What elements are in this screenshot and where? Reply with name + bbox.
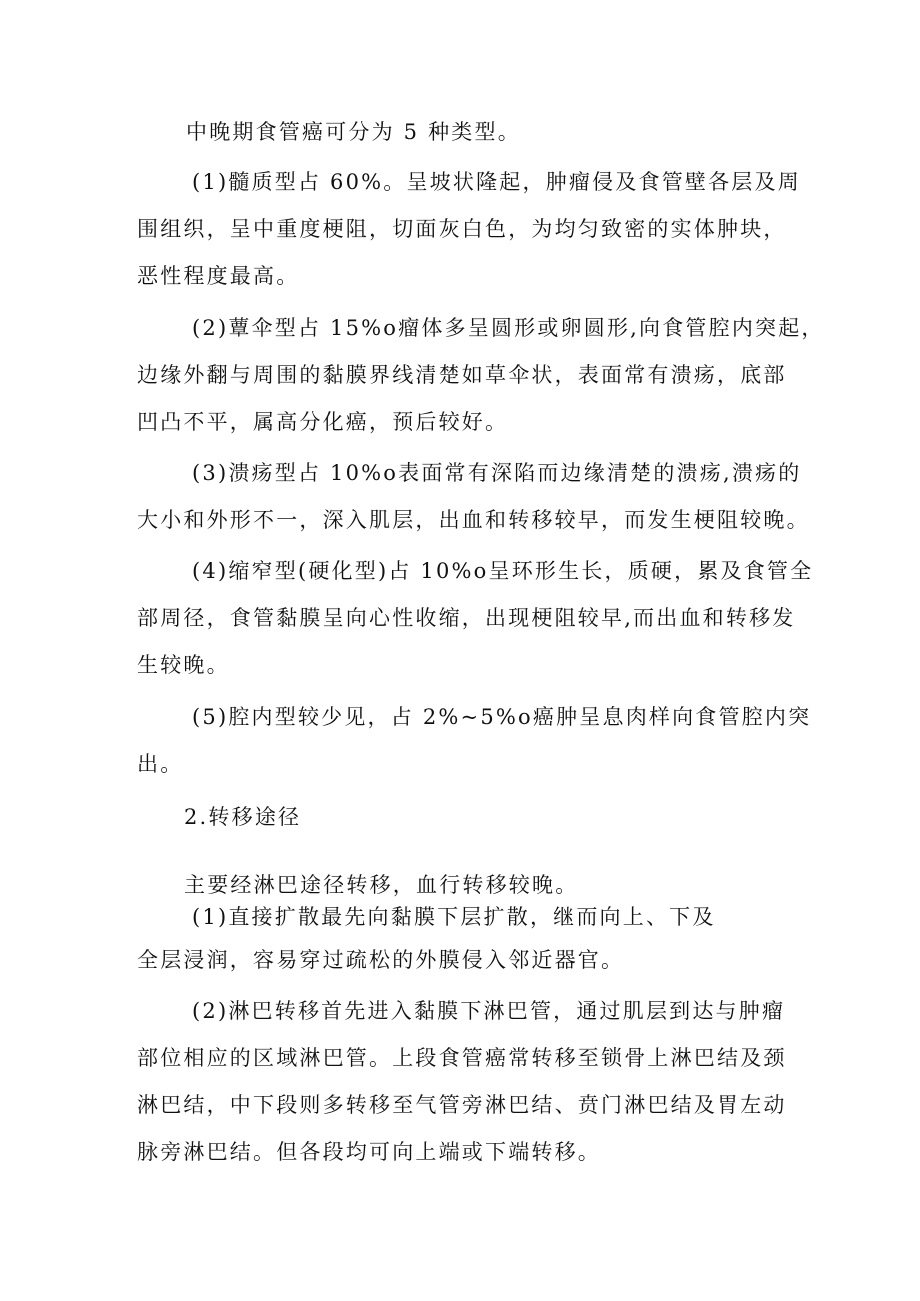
type3-line: 大小和外形不一，深入肌层，出血和转移较早，而发生梗阻较晚。: [137, 508, 810, 532]
metastasis-intro: 主要经淋巴途径转移，血行转移较晚。: [184, 873, 579, 897]
type3-line: (3)溃疡型占 10%o表面常有深陷而边缘清楚的溃疡,溃疡的: [192, 461, 802, 485]
type1-line: (1)髓质型占 60%。呈坡状隆起，肿瘤侵及食管壁各层及周: [192, 170, 801, 194]
lymphatic-line: 淋巴结，中下段则多转移至气管旁淋巴结、贲门淋巴结及胃左动: [137, 1093, 787, 1117]
type4-line: 部周径，食管黏膜呈向心性收缩，出现梗阻较早,而出血和转移发: [137, 606, 796, 630]
type2-line: 凹凸不平，属高分化癌，预后较好。: [137, 410, 509, 434]
direct-spread-line: 全层浸润，容易穿过疏松的外膜侵入邻近器官。: [137, 948, 625, 972]
section2-heading: 2.转移途径: [184, 805, 302, 829]
type2-line: (2)蕈伞型占 15%o瘤体多呈圆形或卵圆形,向食管腔内突起，: [192, 316, 825, 340]
lymphatic-line: (2)淋巴转移首先进入黏膜下淋巴管，通过肌层到达与肿瘤: [192, 999, 786, 1023]
type5-line: 出。: [137, 752, 184, 776]
lymphatic-line: 脉旁淋巴结。但各段均可向上端或下端转移。: [137, 1140, 601, 1164]
type5-line: (5)腔内型较少见，占 2%~5%o癌肿呈息肉样向食管腔内突: [192, 705, 812, 729]
type2-line: 边缘外翻与周围的黏膜界线清楚如草伞状，表面常有溃疡，底部: [137, 363, 787, 387]
type4-line: (4)缩窄型(硬化型)占 10%o呈环形生长，质硬，累及食管全: [192, 559, 814, 583]
type1-line: 恶性程度最高。: [137, 264, 300, 288]
type1-line: 围组织，呈中重度梗阻，切面灰白色，为均匀致密的实体肿块，: [137, 217, 787, 241]
intro-paragraph: 中晚期食管癌可分为 5 种类型。: [186, 120, 521, 144]
direct-spread-line: (1)直接扩散最先向黏膜下层扩散，继而向上、下及: [192, 905, 716, 929]
type4-line: 生较晚。: [137, 653, 230, 677]
lymphatic-line: 部位相应的区域淋巴管。上段食管癌常转移至锁骨上淋巴结及颈: [137, 1046, 787, 1070]
